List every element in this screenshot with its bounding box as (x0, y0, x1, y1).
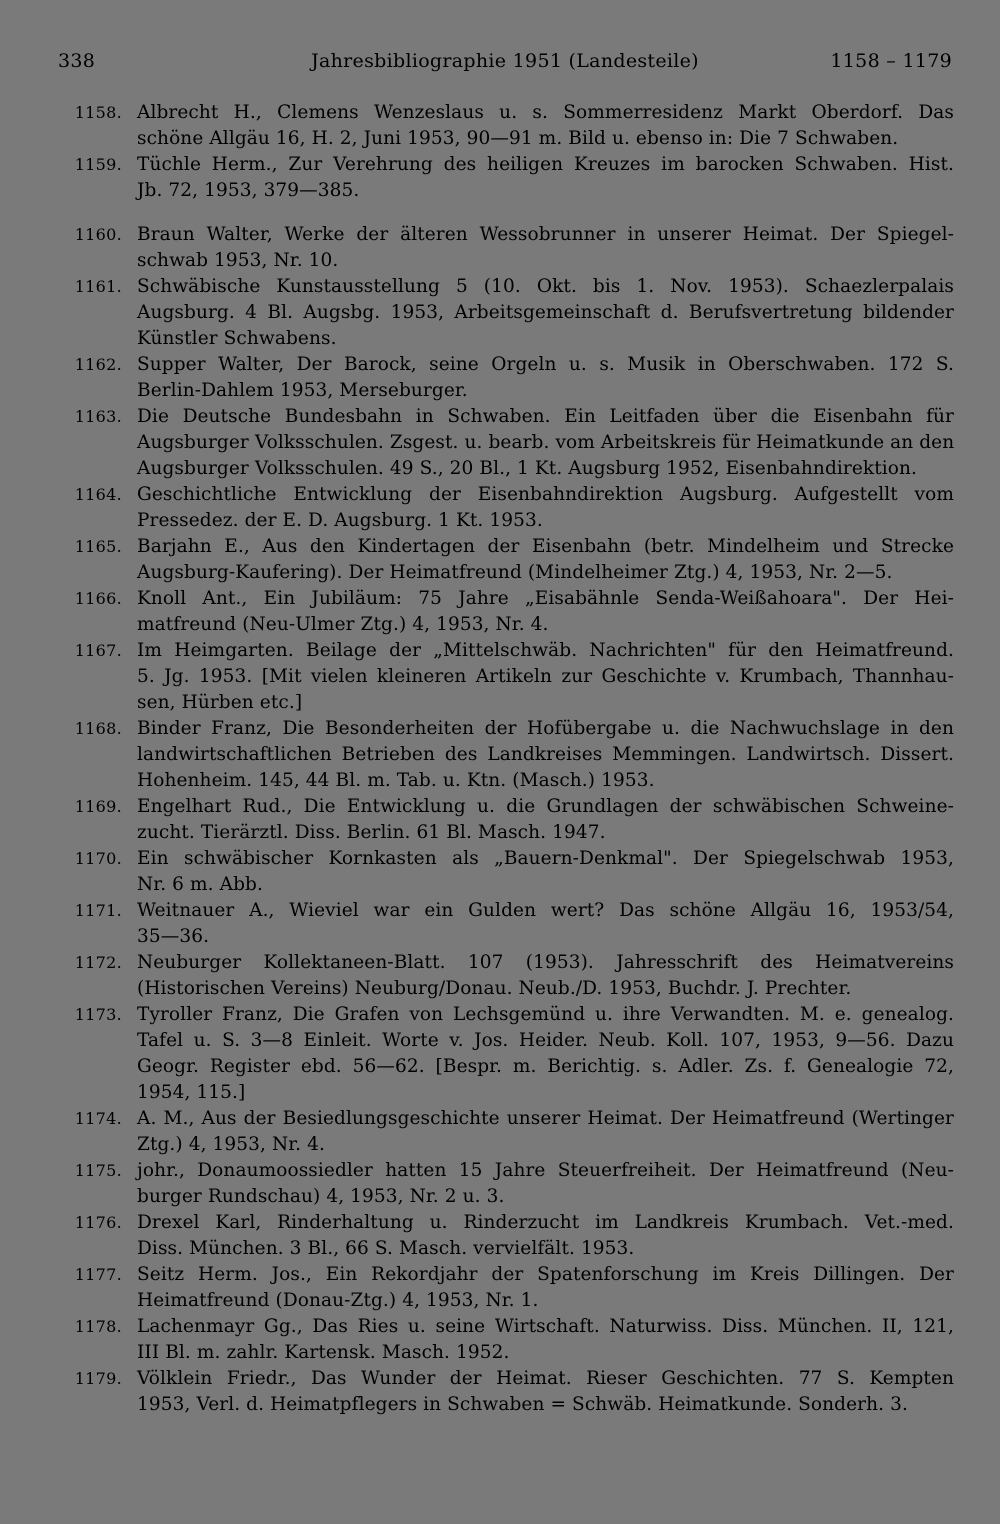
bibliography-list (0, 100, 1000, 1418)
bibliography-entry (0, 1002, 1000, 1106)
entry-text-line: Jb. 72, 1953, 379—385. (137, 180, 360, 201)
entry-text-line: Ein schwäbischer Kornkasten als „Bauern-Denkmal". Der Spiegelschwab 1953, (137, 848, 954, 869)
bibliography-entry (0, 794, 1000, 846)
entry-text-line: Die Deutsche Bundesbahn in Schwaben. Ein Leitfaden über die Eisenbahn für (137, 406, 954, 427)
bibliography-entry (0, 100, 1000, 152)
entry-text-line: sen, Hürben etc.] (137, 692, 303, 713)
entry-number: 1165. (74, 537, 122, 556)
entry-text-line: burger Rundschau) 4, 1953, Nr. 2 u. 3. (137, 1186, 505, 1207)
entry-number: 1161. (74, 277, 122, 296)
bibliography-entry (0, 638, 1000, 716)
bibliography-entry (0, 1366, 1000, 1418)
entry-number: 1179. (74, 1369, 122, 1388)
entry-number: 1170. (74, 849, 122, 868)
entry-text-line: landwirtschaftlichen Betrieben des Landkreises Memmingen. Landwirtsch. Dissert. (137, 744, 954, 765)
entry-text-line: III Bl. m. zahlr. Kartensk. Masch. 1952. (137, 1342, 510, 1363)
entry-number: 1160. (74, 225, 122, 244)
entry-number: 1175. (74, 1161, 122, 1180)
bibliography-entry (0, 534, 1000, 586)
entry-number: 1162. (74, 355, 122, 374)
entry-number: 1158. (74, 103, 122, 122)
entry-text-line: Pressedez. der E. D. Augsburg. 1 Kt. 1953. (137, 510, 543, 531)
page-title: Jahresbibliographie 1951 (Landesteile) (311, 50, 699, 72)
entry-text-line: Albrecht H., Clemens Wenzeslaus u. s. Sommerresidenz Markt Oberdorf. Das (137, 102, 954, 123)
entry-text-line: Weitnauer A., Wieviel war ein Gulden wert? Das schöne Allgäu 16, 1953/54, (137, 900, 954, 921)
bibliography-entry (0, 404, 1000, 482)
entry-text-line: (Historischen Vereins) Neuburg/Donau. Neub./D. 1953, Buchdr. J. Prechter. (137, 978, 852, 999)
entry-text-line: Diss. München. 3 Bl., 66 S. Masch. vervielfält. 1953. (137, 1238, 635, 1259)
entry-text-line: Seitz Herm. Jos., Ein Rekordjahr der Spatenforschung im Kreis Dillingen. Der (137, 1264, 954, 1285)
entry-text-line: Völklein Friedr., Das Wunder der Heimat. Rieser Geschichten. 77 S. Kempten (137, 1368, 954, 1389)
entry-range: 1158 – 1179 (830, 50, 952, 72)
entry-number: 1177. (74, 1265, 122, 1284)
entry-text-line: Tyroller Franz, Die Grafen von Lechsgemünd u. ihre Verwandten. M. e. genealog. (137, 1004, 954, 1025)
bibliography-entry (0, 352, 1000, 404)
entry-text-line: 1954, 115.] (137, 1082, 246, 1103)
entry-text-line: schwab 1953, Nr. 10. (137, 250, 339, 271)
entry-text-line: Geogr. Register ebd. 56—62. [Bespr. m. Berichtig. s. Adler. Zs. f. Genealogie 72, (137, 1056, 954, 1077)
entry-text-line: johr., Donaumoossiedler hatten 15 Jahre Steuerfreiheit. Der Heimatfreund (Neu- (137, 1160, 954, 1181)
running-head (58, 50, 952, 80)
entry-text-line: Tüchle Herm., Zur Verehrung des heiligen Kreuzes im barocken Schwaben. Hist. (137, 154, 954, 175)
entry-text-line: 1953, Verl. d. Heimatpflegers in Schwaben = Schwäb. Heimatkunde. Sonderh. 3. (137, 1394, 908, 1415)
entry-number: 1166. (74, 589, 122, 608)
bibliography-entry (0, 898, 1000, 950)
entry-text-line: Schwäbische Kunstausstellung 5 (10. Okt. bis 1. Nov. 1953). Schaezlerpalais (137, 276, 954, 297)
bibliography-entry (0, 950, 1000, 1002)
bibliography-entry (0, 222, 1000, 274)
bibliography-entry (0, 1210, 1000, 1262)
entry-text-line: schöne Allgäu 16, H. 2, Juni 1953, 90—91 m. Bild u. ebenso in: Die 7 Schwaben. (137, 128, 899, 149)
entry-number: 1172. (74, 953, 122, 972)
entry-text-line: Knoll Ant., Ein Jubiläum: 75 Jahre „Eisabähnle Senda-Weißahoara". Der Hei- (137, 588, 954, 609)
entry-text-line: A. M., Aus der Besiedlungsgeschichte unserer Heimat. Der Heimatfreund (Wertinger (137, 1108, 954, 1129)
bibliography-entry (0, 1106, 1000, 1158)
entry-number: 1159. (74, 155, 122, 174)
entry-text-line: Augsburger Volksschulen. 49 S., 20 Bl., 1 Kt. Augsburg 1952, Eisenbahndirektion. (137, 458, 917, 479)
entry-text-line: Geschichtliche Entwicklung der Eisenbahndirektion Augsburg. Aufgestellt vom (137, 484, 954, 505)
entry-number: 1164. (74, 485, 122, 504)
entry-text-line: Barjahn E., Aus den Kindertagen der Eisenbahn (betr. Mindelheim und Strecke (137, 536, 954, 557)
entry-text-line: Neuburger Kollektaneen-Blatt. 107 (1953). Jahresschrift des Heimatvereins (137, 952, 954, 973)
entry-text-line: Augsburger Volksschulen. Zsgest. u. bearb. vom Arbeitskreis für Heimatkunde an den (137, 432, 955, 453)
entry-text-line: Augsburg. 4 Bl. Augsbg. 1953, Arbeitsgemeinschaft d. Berufsvertretung bildender (137, 302, 954, 323)
entry-text-line: Drexel Karl, Rinderhaltung u. Rinderzucht im Landkreis Krumbach. Vet.-med. (137, 1212, 954, 1233)
entry-text-line: Lachenmayr Gg., Das Ries u. seine Wirtschaft. Naturwiss. Diss. München. II, 121, (137, 1316, 954, 1337)
entry-text-line: Engelhart Rud., Die Entwicklung u. die Grundlagen der schwäbischen Schweine- (137, 796, 954, 817)
bibliography-entry (0, 1158, 1000, 1210)
bibliography-entry (0, 846, 1000, 898)
entry-text-line: Ztg.) 4, 1953, Nr. 4. (137, 1134, 325, 1155)
entry-text-line: Berlin-Dahlem 1953, Merseburger. (137, 380, 468, 401)
entry-text-line: Heimatfreund (Donau-Ztg.) 4, 1953, Nr. 1. (137, 1290, 539, 1311)
entry-text-line: Binder Franz, Die Besonderheiten der Hofübergabe u. die Nachwuchslage in den (137, 718, 954, 739)
entry-text-line: 5. Jg. 1953. [Mit vielen kleineren Artikeln zur Geschichte v. Krumbach, Thannhau- (137, 666, 954, 687)
entry-text-line: Im Heimgarten. Beilage der „Mittelschwäb. Nachrichten" für den Heimatfreund. (137, 640, 954, 661)
entry-text-line: Augsburg-Kaufering). Der Heimatfreund (Mindelheimer Ztg.) 4, 1953, Nr. 2—5. (137, 562, 893, 583)
entry-text-line: matfreund (Neu-Ulmer Ztg.) 4, 1953, Nr. 4. (137, 614, 549, 635)
bibliography-entry (0, 1262, 1000, 1314)
entry-text-line: Nr. 6 m. Abb. (137, 874, 263, 895)
page-number: 338 (58, 50, 96, 72)
entry-number: 1171. (74, 901, 122, 920)
bibliography-entry (0, 1314, 1000, 1366)
entry-number: 1178. (74, 1317, 122, 1336)
entry-number: 1163. (74, 407, 122, 426)
entry-number: 1173. (74, 1005, 122, 1024)
bibliography-entry (0, 152, 1000, 204)
entry-text-line: 35—36. (137, 926, 210, 947)
entry-number: 1167. (74, 641, 122, 660)
entry-text-line: Hohenheim. 145, 44 Bl. m. Tab. u. Ktn. (Masch.) 1953. (137, 770, 655, 791)
section-gap (0, 204, 1000, 222)
entry-text-line: Supper Walter, Der Barock, seine Orgeln u. s. Musik in Oberschwaben. 172 S. (137, 354, 954, 375)
entry-number: 1174. (74, 1109, 122, 1128)
entry-text-line: Künstler Schwabens. (137, 328, 337, 349)
entry-number: 1176. (74, 1213, 122, 1232)
entry-text-line: Tafel u. S. 3—8 Einleit. Worte v. Jos. Heider. Neub. Koll. 107, 1953, 9—56. Dazu (137, 1030, 954, 1051)
entry-number: 1169. (74, 797, 122, 816)
bibliography-entry (0, 274, 1000, 352)
entry-text-line: Braun Walter, Werke der älteren Wessobrunner in unserer Heimat. Der Spiegel- (137, 224, 954, 245)
bibliography-entry (0, 482, 1000, 534)
bibliography-entry (0, 716, 1000, 794)
entry-text-line: zucht. Tierärztl. Diss. Berlin. 61 Bl. Masch. 1947. (137, 822, 606, 843)
bibliography-entry (0, 586, 1000, 638)
entry-number: 1168. (74, 719, 122, 738)
